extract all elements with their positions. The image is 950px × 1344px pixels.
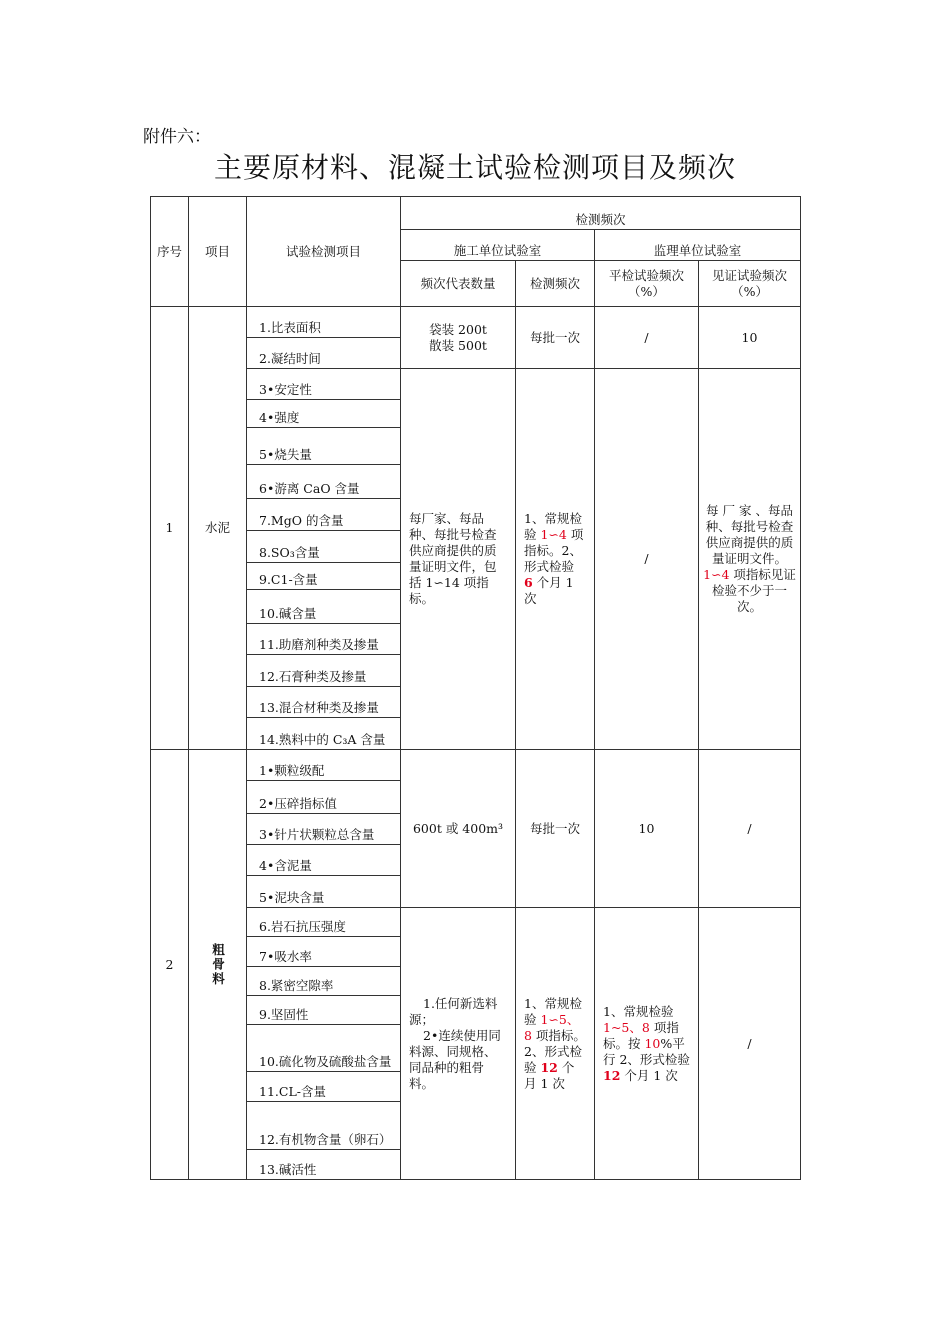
header-supervisor-lab: 监理单位试验室 <box>595 230 801 261</box>
cement-g2-tf-c: 个月 1 次 <box>524 575 574 606</box>
cement-g1-test-freq: 每批一次 <box>516 307 595 369</box>
aggregate-name: 粗骨料 <box>210 942 226 987</box>
aggregate-g1-test-freq: 每批一次 <box>516 750 595 908</box>
aggregate-g2-tf-b: 项指标。2、形式检验 <box>524 1027 586 1075</box>
cement-g2-w-a: 每 厂 家 、每品种、每批号检查供应商提供的质量证明文件。 <box>705 503 794 566</box>
cement-g1-parallel: / <box>595 307 699 369</box>
aggregate-item: 11.CL-含量 <box>247 1072 401 1102</box>
aggregate-g2-tf-c: 个月 1 次 <box>524 1059 575 1091</box>
cement-item: 11.助磨剂种类及掺量 <box>247 624 401 655</box>
aggregate-item: 4•含泥量 <box>247 845 401 876</box>
cement-item: 9.C1-含量 <box>247 563 401 590</box>
cement-g2-witness <box>699 369 801 750</box>
header-parallel-freq: 平检试验频次（%） <box>595 261 699 307</box>
aggregate-item: 1•颗粒级配 <box>247 750 401 781</box>
aggregate-seq: 2 <box>151 750 189 1180</box>
cement-g2-parallel: / <box>595 369 699 750</box>
header-test-freq: 检测频次 <box>516 261 595 307</box>
aggregate-g2-parallel <box>595 908 699 1180</box>
aggregate-item: 8.紧密空隙率 <box>247 967 401 996</box>
aggregate-item: 3•针片状颗粒总含量 <box>247 814 401 845</box>
aggregate-g2-p-red1: 1~5、8 <box>603 1019 650 1035</box>
aggregate-g2-test-freq <box>516 908 595 1180</box>
aggregate-item: 9.坚固性 <box>247 996 401 1025</box>
cement-item: 6•游离 CaO 含量 <box>247 465 401 499</box>
aggregate-item: 13.碱活性 <box>247 1150 401 1180</box>
cement-g2-tf-a: 1、常规检验 <box>524 511 582 542</box>
aggregate-g2-p-red2: 10 <box>644 1035 661 1051</box>
cement-g2-tf-red2: 6 <box>524 575 533 590</box>
header-frequency: 检测频次 <box>401 197 801 230</box>
cement-item: 14.熟料中的 C₃A 含量 <box>247 718 401 750</box>
aggregate-item: 10.硫化物及硫酸盐含量 <box>247 1025 401 1072</box>
aggregate-g2-p-c: %平行 2、形式检验 <box>603 1035 690 1067</box>
cement-g2-tf-red1: 1∽4 <box>540 527 567 542</box>
cement-g1-witness: 10 <box>699 307 801 369</box>
header-test-items: 试验检测项目 <box>247 197 401 307</box>
header-rep-qty: 频次代表数量 <box>401 261 516 307</box>
cement-item: 7.MgO 的含量 <box>247 499 401 531</box>
aggregate-g2-rep-2: 2•连续使用同料源、同规格、同品种的粗骨料。 <box>409 1027 501 1091</box>
aggregate-g2-p-b: 项指标。按 <box>603 1019 679 1051</box>
cement-g2-w-red: 1∽4 <box>703 567 730 582</box>
cement-g2-w-b: 项指标见证检验不少于一次。 <box>712 567 796 614</box>
cement-g2-test-freq <box>516 369 595 750</box>
cement-item: 5•烧失量 <box>247 428 401 465</box>
aggregate-g2-p-d: 个月 1 次 <box>620 1067 678 1083</box>
aggregate-item: 6.岩石抗压强度 <box>247 908 401 937</box>
aggregate-g1-witness: / <box>699 750 801 908</box>
cement-item: 2.凝结时间 <box>247 338 401 369</box>
cement-item: 4•强度 <box>247 400 401 428</box>
cement-item: 1.比表面积 <box>247 307 401 338</box>
cement-item: 8.SO₃含量 <box>247 531 401 563</box>
header-constructor-lab: 施工单位试验室 <box>401 230 595 261</box>
aggregate-g2-p-a: 1、常规检验 <box>603 1003 674 1019</box>
test-frequency-table <box>150 196 801 1180</box>
page-title: 主要原材料、混凝土试验检测项目及频次 <box>213 151 736 184</box>
aggregate-item: 5•泥块含量 <box>247 876 401 908</box>
aggregate-g2-tf-red1: 1∽5、8 <box>524 1011 580 1043</box>
aggregate-g2-tf-a: 1、常规检验 <box>524 995 582 1027</box>
header-seq: 序号 <box>151 197 189 307</box>
cement-item: 3•安定性 <box>247 369 401 400</box>
aggregate-g2-rep-qty <box>401 908 516 1180</box>
aggregate-item: 2•压碎指标值 <box>247 781 401 814</box>
aggregate-g2-witness: / <box>699 908 801 1180</box>
cement-seq: 1 <box>151 307 189 750</box>
header-item: 项目 <box>189 197 247 307</box>
aggregate-g1-parallel: 10 <box>595 750 699 908</box>
aggregate-g2-tf-red2: 12 <box>540 1059 558 1075</box>
attachment-label: 附件六： <box>143 127 211 147</box>
aggregate-g2-rep-1: 1.任何新选料源； <box>409 995 498 1027</box>
aggregate-name-cell <box>189 750 247 1180</box>
cement-g2-tf-b: 项指标。2、形式检验 <box>524 527 584 574</box>
cement-item: 12.石膏种类及掺量 <box>247 655 401 687</box>
aggregate-g2-p-red3: 12 <box>603 1067 621 1083</box>
cement-g2-rep-qty: 每厂家、每品种、每批号检查供应商提供的质量证明文件，包括 1∽14 项指标。 <box>401 369 516 750</box>
aggregate-g1-rep-qty: 600t 或 400m³ <box>401 750 516 908</box>
aggregate-item: 7•吸水率 <box>247 937 401 967</box>
aggregate-item: 12.有机物含量（卵石） <box>247 1102 401 1150</box>
header-witness-freq: 见证试验频次（%） <box>699 261 801 307</box>
cement-name: 水泥 <box>189 307 247 750</box>
cement-item: 10.碱含量 <box>247 590 401 624</box>
cement-g1-rep-qty: 袋装 200t 散装 500t <box>401 307 516 369</box>
cement-item: 13.混合材种类及掺量 <box>247 687 401 718</box>
